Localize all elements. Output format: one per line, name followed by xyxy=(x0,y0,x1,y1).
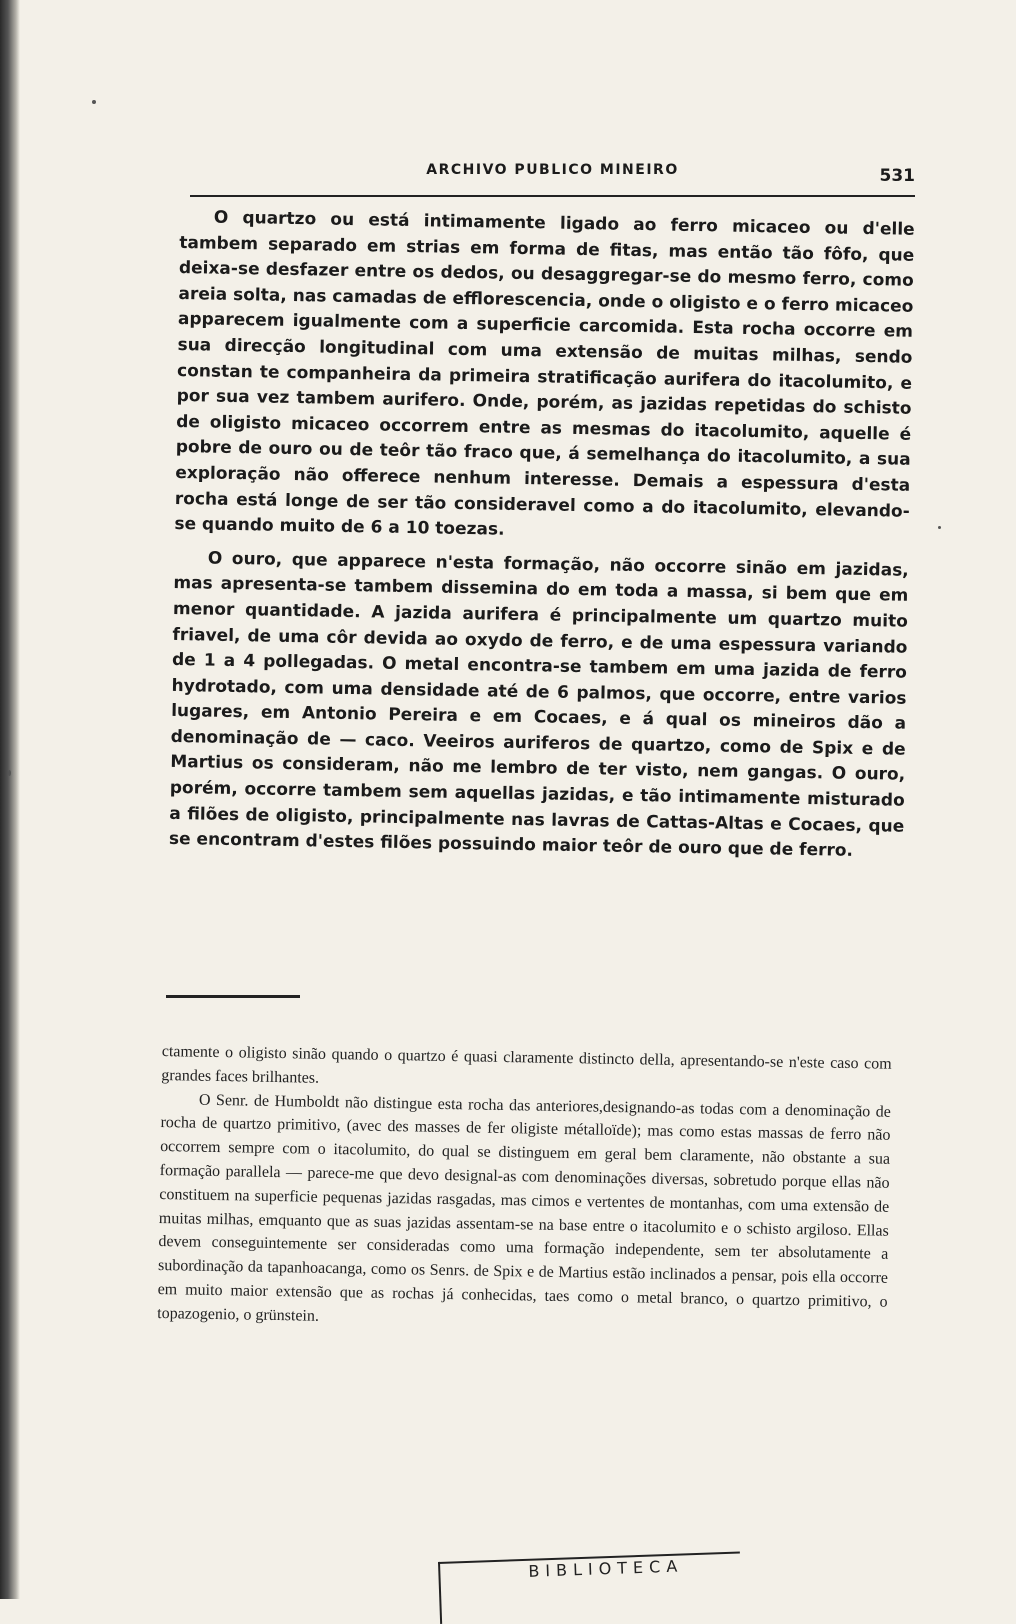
scan-binding-edge xyxy=(0,0,20,1599)
running-header xyxy=(190,160,915,190)
page-number: 531 xyxy=(879,166,915,186)
footnote-separator xyxy=(166,995,300,998)
scan-speck xyxy=(8,770,11,776)
footnote-paragraph: O Senr. de Humboldt não distingue esta rocha das anteriores,designando-as todas com a denominação de rocha de quartzo primitivo, (avec des masses de fer oligiste métalloïde); mas como estas massas de ferro não occorrem sempre com o itacolumito, do qual se distinguem em geral bem claramente, não obstante a sua formação parallela — parece-me que devo designal-as com denominações diversas, sobretudo porque ellas não constituem na superficie pequenas jazidas rasgadas, mas cimos e vertentes de montanhas, com uma extensão de muitas milhas, emquanto que as suas jazidas assentam-se na base entre o itacolumito e o schisto argiloso. Ellas devem conseguintemente ser consideradas como uma formação independente, sem ter absolutamente a subordinação da tapanhoacanga, como os Senrs. de Spix e de Martius estão inclinados a pensar, pois ella occorre em muito maior extensão que as rochas já conhecidas, taes como o metal branco, o quartzo primitivo, o topazogenio, o grünstein. xyxy=(157,1091,892,1325)
header-rule xyxy=(190,195,915,197)
footnotes xyxy=(157,1040,892,1338)
library-stamp xyxy=(438,1551,742,1624)
body-paragraph: O ouro, que apparece n'esta formação, não occorre sinão em jazidas, mas apresenta-se tambem dissemina do em toda a massa, si bem que em menor quantidade. A jazida aurifera é principalmente um quartzo muito friavel, de uma côr devida ao oxydo de ferro, e de uma espessura variando de 1 a 4 pollegadas. O metal encontra-se tambem em uma jazida de ferro hydrotado, com uma densidade até de 6 palmos, que occorre, entre varios lugares, em Antonio Pereira e em Cocaes, e á qual os mineiros dão a denominação de — caco. Veeiros auriferos de quartzo, como de Spix e de Martius os consideram, não me lembro de ter visto, nem gangas. O ouro, porém, occorre tambem sem aquellas jazidas, e tão intimamente misturado a filões de oligisto, principalmente nas lavras de Cattas-Altas e Cocaes, que se encontram d'estes filões possuindo maior teôr de ouro que de ferro. xyxy=(168,548,909,862)
stamp-text: BIBLIOTECA xyxy=(528,1556,684,1581)
header-title: ARCHIVO PUBLICO MINEIRO xyxy=(426,162,679,178)
body-paragraph: O quartzo ou está intimamente ligado ao ferro micaceo ou d'elle tambem separado em strias em forma de fitas, mas então tão fôfo, que deixa-se desfazer entre os dedos, ou desaggregar-se do mesmo ferro, como areia solta, nas camadas de efflorescencia, onde o oligisto e o ferro micaceo apparecem igualmente com a superficie carcomida. Esta rocha occorre em sua direcção longitudinal com uma extensão de muitas milhas, sendo constan te companheira da primeira stratificação aurifera do itacolumito, e por sua vez tambem aurifero. Onde, porém, as jazidas repetidas do schisto de oligisto micaceo occorrem entre as mesmas do itacolumito, aquelle é pobre de ouro ou de teôr tão fraco que, á semelhança do itacolumito, a sua exploração não offerece nenhum interesse. Demais a espessura d'esta rocha está longe de ser tão consideravel como a do itacolumito, elevando-se quando muito de 6 a 10 toezas. xyxy=(174,207,915,540)
scan-speck xyxy=(938,526,941,529)
footnote-paragraph: ctamente o oligisto sinão quando o quartzo é quasi claramente distincto della, apresentando-se n'este caso com grandes faces brilhantes. xyxy=(161,1042,892,1087)
main-text xyxy=(169,205,915,866)
scan-speck xyxy=(92,100,96,104)
